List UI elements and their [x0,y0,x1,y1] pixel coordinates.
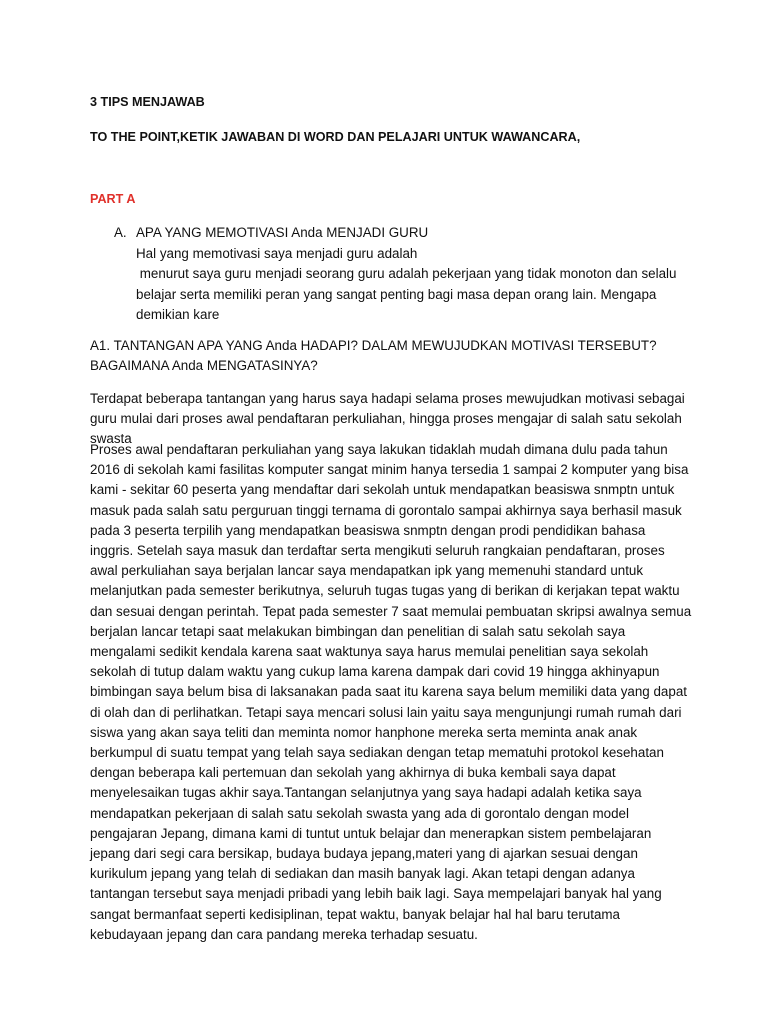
item-a-line-2: menurut saya guru menjadi seorang guru adalah pekerjaan yang tidak monoton dan selalu [136,266,677,281]
part-a-heading: PART A [90,192,136,206]
document-subtitle: TO THE POINT,KETIK JAWABAN DI WORD DAN PELAJARI UNTUK WAWANCARA, [90,130,581,144]
list-marker-a: A. [114,225,127,240]
item-a1-paragraph-2: Proses awal pendaftaran perkuliahan yang saya lakukan tidaklah mudah dimana dulu pada tahun 2016 di sekolah kami fasilitas komputer sangat minim hanya tersedia 1 sampai 2 komputer yang bisa kami - sekitar 60 peserta yang mendaftar dari sekolah untuk mendapatkan beasiswa snmptn untuk masuk pada salah satu perguruan tinggi ternama di gorontalo sampai akhirnya saya berhasil masuk pada 3 peserta terpilih yang mendapatkan beasiswa snmptn dengan prodi pendidikan bahasa inggris. Setelah saya masuk dan terdaftar serta mengikuti seluruh rangkaian pendaftaran, proses awal perkuliahan saya berjalan lancar saya mendapatkan ipk yang memenuhi standard untuk melanjutkan pada semester berikutnya, seluruh tugas tugas yang di berikan di kerjakan tepat waktu dan sesuai dengan perintah. Tepat pada semester 7 saat memulai pembuatan skripsi awalnya semua berjalan lancar tetapi saat melakukan bimbingan dan penelitian di salah satu sekolah saya mengalami sedikit kendala karena saat waktunya saya harus memulai penelitian saya sekolah sekolah di tutup dalam waktu yang cukup lama karena dampak dari covid 19 hingga akhinyapun bimbingan saya belum bisa di laksanakan pada saat itu karena saya belum memiliki data yang dapat di olah dan di perlihatkan. Tetapi saya mencari solusi lain yaitu saya mengunjungi rumah rumah dari siswa yang akan saya teliti dan meminta nomor hanphone mereka serta meminta anak anak berkumpul di suatu tempat yang telah saya sediakan dengan tetap mematuhi protokol kesehatan dengan beberapa kali pertemuan dan sekolah yang akhirnya di buka kembali saya dapat menyelesaikan tugas akhir saya.Tantangan selanjutnya yang saya hadapi adalah ketika saya mendapatkan pekerjaan di salah satu sekolah swasta yang ada di gorontalo dengan model pengajaran Jepang, dimana kami di tuntut untuk belajar dan menerapkan sistem pembelajaran jepang dari segi cara bersikap, budaya budaya jepang,materi yang di ajarkan sesuai dengan kurikulum jepang yang telah di sediakan dan masih banyak lagi. Akan tetapi dengan adanya tantangan tersebut saya menjadi pribadi yang lebih baik lagi. Saya mempelajari banyak hal yang sangat bermanfaat seperti kedisiplinan, tepat waktu, banyak belajar hal hal baru terutama kebudayaan jepang dan cara pandang mereka terhadap sesuatu. [90,442,692,942]
item-a-block [136,223,677,326]
document-title: 3 TIPS MENJAWAB [90,95,205,109]
item-a1-question: A1. TANTANGAN APA YANG Anda HADAPI? DALAM MEWUJUDKAN MOTIVASI TERSEBUT? BAGAIMANA Anda MENGATASINYA? [90,338,657,374]
item-a-line-3: belajar serta memiliki peran yang sangat penting bagi masa depan orang lain. Mengapa [136,286,657,302]
item-a1-paragraph-1: Terdapat beberapa tantangan yang harus saya hadapi selama proses mewujudkan motivasi sebagai guru mulai dari proses awal pendaftaran perkuliahan, hingga proses mengajar di salah satu sekolah swasta [90,391,685,447]
item-a-line-4: demikian kare [136,307,220,322]
item-a-question: APA YANG MEMOTIVASI Anda MENJADI GURU [136,225,429,240]
item-a-line-1: Hal yang memotivasi saya menjadi guru adalah [136,245,418,261]
